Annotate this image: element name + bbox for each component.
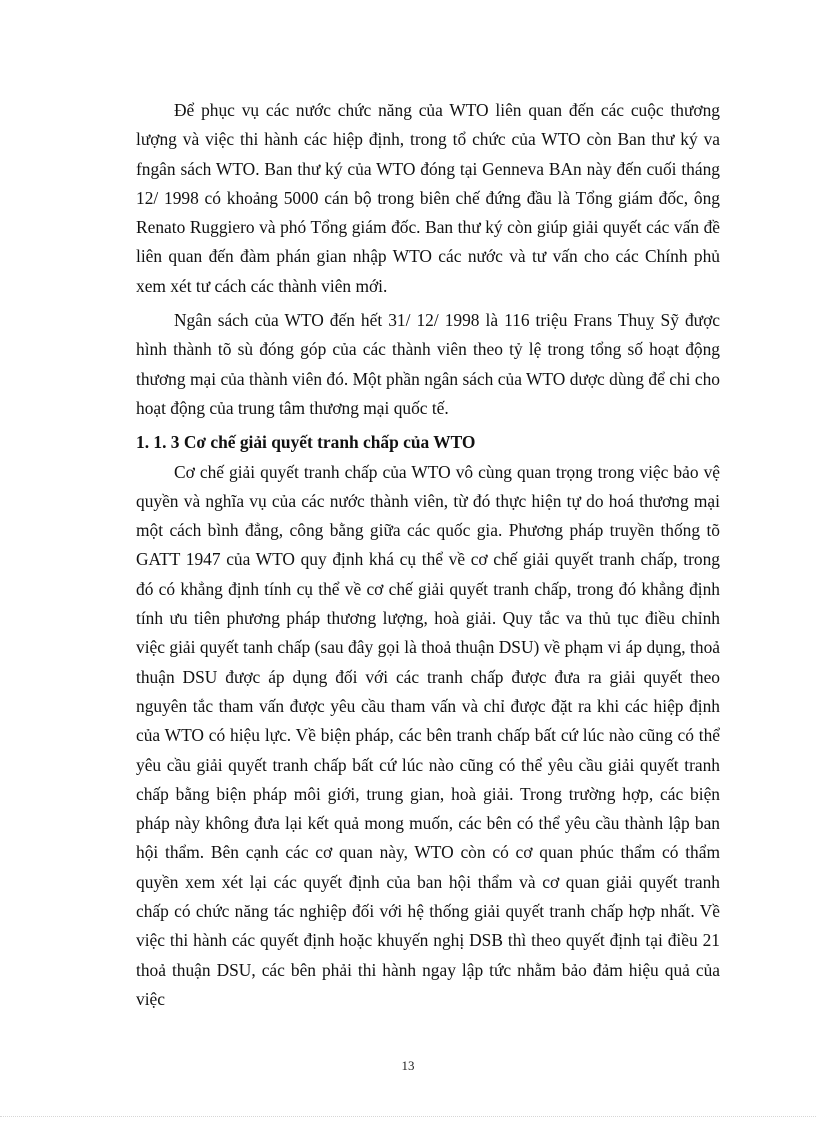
paragraph-wto-secretariat: Để phục vụ các nước chức năng của WTO liên quan đến các cuộc thương lượng và việc thi hành các hiệp định, trong tổ chức của WTO còn Ban thư ký va fngân sách WTO. Ban thư ký của WTO đóng tại Genneva BAn này đến cuối tháng 12/ 1998 có khoảng 5000 cán bộ trong biên chế đứng đầu là Tổng giám đốc, ông Renato Ruggiero và phó Tổng giám đốc. Ban thư ký còn giúp giải quyết các vấn đề liên quan đến đàm phán gian nhập WTO các nước và tư vấn cho các Chính phủ xem xét tư cách các thành viên mới. bbox=[136, 100, 720, 296]
page-body bbox=[136, 96, 720, 1014]
page-bottom-rule bbox=[0, 1116, 816, 1117]
paragraph-dispute-settlement: Cơ chế giải quyết tranh chấp của WTO vô cùng quan trọng trong việc bảo vệ quyền và nghĩa vụ của các nước thành viên, từ đó thực hiện tự do hoá thương mại một cách bình đẳng, công bằng giữa các quốc gia. Phương pháp truyền thống tõ GATT 1947 của WTO quy định khá cụ thể về cơ chế giải quyết tranh chấp, trong đó có khẳng định tính cụ thể về cơ chế giải quyết tranh chấp, trong đó khẳng định tính ưu tiên phương pháp thương lượng, hoà giải. Quy tắc va thủ tục điều chỉnh việc giải quyết tanh chấp (sau đây gọi là thoả thuận DSU) về phạm vi áp dụng, thoả thuận DSU được áp dụng đối với các tranh chấp được đưa ra giải quyết theo nguyên tắc tham vấn được yêu cầu tham vấn và chỉ được đặt ra khi các hiệp định của WTO có hiệu lực. Về biện pháp, các bên tranh chấp bất cứ lúc nào cũng có thể yêu cầu giải quyết tranh chấp bất cứ lúc nào cũng có thể yêu cầu giải quyết tranh chấp bằng biện pháp môi giới, trung gian, hoà giải. Trong trường hợp, các biện pháp này không đưa lại kết quả mong muốn, các bên có thể yêu cầu thành lập ban hội thẩm. Bên cạnh các cơ quan này, WTO còn có cơ quan phúc thẩm có thẩm quyền xem xét lại các quyết định của ban hội thẩm và cơ quan giải quyết tranh chấp có chức năng tác nghiệp đối với hệ thống giải quyết tranh chấp hợp nhất. Về việc thi hành các quyết định hoặc khuyến nghị DSB thì theo quyết định tại điều 21 thoả thuận DSU, các bên phải thi hành ngay lập tức nhằm bảo đảm hiệu quả của việc bbox=[136, 461, 720, 1009]
section-heading: 1. 1. 3 Cơ chế giải quyết tranh chấp của WTO bbox=[136, 432, 476, 453]
page-number: 13 bbox=[401, 1058, 415, 1073]
paragraph-wto-budget: Ngân sách của WTO đến hết 31/ 12/ 1998 là 116 triệu Frans Thuỵ Sỹ được hình thành tõ sù đóng góp của các thành viên theo tỷ lệ trong tổng số hoạt động thương mại của thành viên đó. Một phần ngân sách của WTO dược dùng để chi cho hoạt động của trung tâm thương mại quốc tế. bbox=[136, 310, 720, 418]
